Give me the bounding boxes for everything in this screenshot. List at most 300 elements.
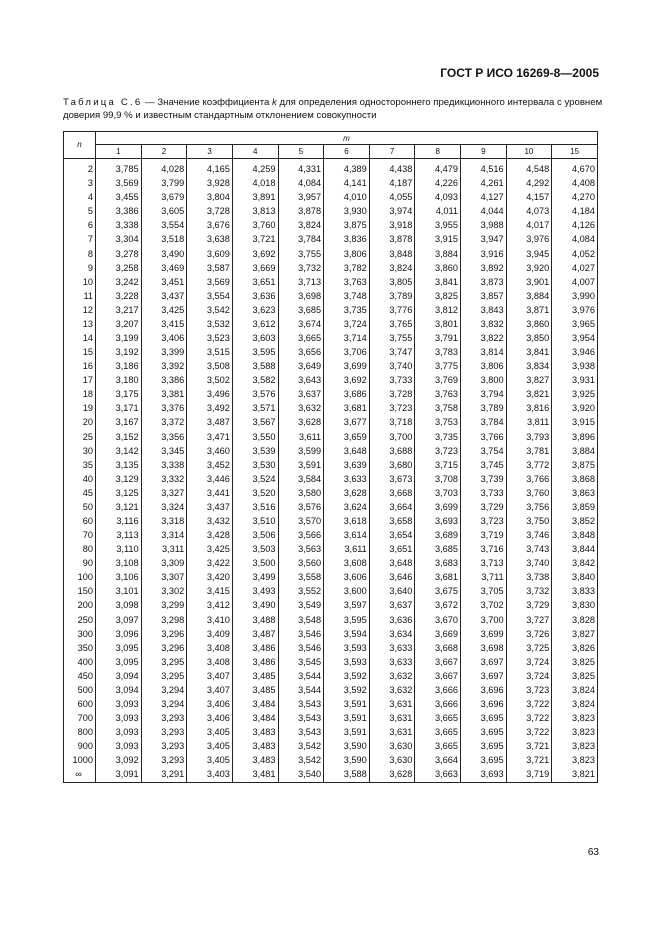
table-cell: 3,129 bbox=[96, 472, 142, 486]
table-cell: 3,487 bbox=[232, 627, 278, 641]
table-cell: 4,516 bbox=[461, 158, 507, 177]
table-cell: 3,755 bbox=[369, 331, 415, 345]
table-cell: 3,542 bbox=[278, 754, 324, 768]
table-cell: 3,799 bbox=[141, 177, 187, 191]
table-row bbox=[64, 205, 598, 219]
table-cell: 3,294 bbox=[141, 697, 187, 711]
table-cell: 3,293 bbox=[141, 726, 187, 740]
row-label-n: 35 bbox=[64, 458, 96, 472]
table-cell: 3,669 bbox=[415, 627, 461, 641]
row-label-n: 100 bbox=[64, 571, 96, 585]
table-cell: 3,437 bbox=[141, 289, 187, 303]
table-cell: 3,108 bbox=[96, 557, 142, 571]
table-cell: 3,125 bbox=[96, 486, 142, 500]
table-cell: 3,714 bbox=[324, 331, 370, 345]
table-cell: 3,171 bbox=[96, 402, 142, 416]
table-cell: 3,618 bbox=[324, 514, 370, 528]
table-cell: 3,976 bbox=[506, 233, 552, 247]
table-cell: 3,634 bbox=[369, 627, 415, 641]
table-cell: 3,406 bbox=[187, 697, 233, 711]
table-cell: 3,510 bbox=[232, 514, 278, 528]
table-cell: 3,540 bbox=[278, 768, 324, 783]
table-cell: 3,376 bbox=[141, 402, 187, 416]
table-cell: 3,683 bbox=[415, 557, 461, 571]
table-cell: 3,356 bbox=[141, 430, 187, 444]
table-cell: 3,695 bbox=[461, 740, 507, 754]
table-cell: 3,628 bbox=[278, 416, 324, 430]
table-cell: 4,073 bbox=[506, 205, 552, 219]
table-cell: 3,760 bbox=[232, 219, 278, 233]
table-cell: 3,637 bbox=[369, 599, 415, 613]
table-cell: 4,141 bbox=[324, 177, 370, 191]
table-cell: 3,946 bbox=[552, 346, 598, 360]
table-cell: 3,746 bbox=[506, 529, 552, 543]
column-header: 10 bbox=[506, 145, 552, 159]
table-cell: 3,403 bbox=[187, 768, 233, 783]
table-cell: 3,567 bbox=[232, 416, 278, 430]
table-cell: 3,692 bbox=[324, 374, 370, 388]
row-label-n: 2 bbox=[64, 158, 96, 177]
table-cell: 3,600 bbox=[324, 585, 370, 599]
table-cell: 3,569 bbox=[187, 275, 233, 289]
table-cell: 3,706 bbox=[324, 346, 370, 360]
table-cell: 3,490 bbox=[141, 247, 187, 261]
table-row bbox=[64, 754, 598, 768]
table-cell: 3,666 bbox=[415, 683, 461, 697]
table-cell: 3,738 bbox=[506, 571, 552, 585]
row-label-n: 50 bbox=[64, 500, 96, 514]
table-cell: 3,728 bbox=[187, 205, 233, 219]
table-cell: 3,293 bbox=[141, 754, 187, 768]
row-label-n: 13 bbox=[64, 317, 96, 331]
table-cell: 3,860 bbox=[415, 261, 461, 275]
table-cell: 3,733 bbox=[369, 374, 415, 388]
table-cell: 3,628 bbox=[369, 768, 415, 783]
table-cell: 3,685 bbox=[278, 303, 324, 317]
table-cell: 3,769 bbox=[415, 374, 461, 388]
table-cell: 3,180 bbox=[96, 374, 142, 388]
table-cell: 3,386 bbox=[96, 205, 142, 219]
table-cell: 3,415 bbox=[187, 585, 233, 599]
table-cell: 3,606 bbox=[324, 571, 370, 585]
table-cell: 3,668 bbox=[415, 641, 461, 655]
table-cell: 3,821 bbox=[552, 768, 598, 783]
table-cell: 4,084 bbox=[552, 233, 598, 247]
table-cell: 3,825 bbox=[552, 669, 598, 683]
table-cell: 3,765 bbox=[369, 317, 415, 331]
table-cell: 3,713 bbox=[278, 275, 324, 289]
table-cell: 3,503 bbox=[232, 543, 278, 557]
table-cell: 3,735 bbox=[324, 303, 370, 317]
table-cell: 3,135 bbox=[96, 458, 142, 472]
table-cell: 3,776 bbox=[369, 303, 415, 317]
table-cell: 3,106 bbox=[96, 571, 142, 585]
row-label-n: 18 bbox=[64, 388, 96, 402]
table-cell: 3,920 bbox=[552, 402, 598, 416]
table-row bbox=[64, 261, 598, 275]
table-cell: 3,091 bbox=[96, 768, 142, 783]
table-cell: 3,695 bbox=[461, 754, 507, 768]
table-cell: 3,784 bbox=[278, 233, 324, 247]
table-cell: 3,884 bbox=[552, 444, 598, 458]
table-cell: 3,782 bbox=[324, 261, 370, 275]
table-cell: 3,823 bbox=[552, 740, 598, 754]
table-row bbox=[64, 726, 598, 740]
table-cell: 3,825 bbox=[552, 655, 598, 669]
table-cell: 3,406 bbox=[187, 712, 233, 726]
row-label-n: 25 bbox=[64, 430, 96, 444]
document-code: ГОСТ Р ИСО 16269-8—2005 bbox=[440, 66, 599, 80]
table-cell: 3,405 bbox=[187, 740, 233, 754]
table-cell: 3,484 bbox=[232, 697, 278, 711]
table-cell: 3,093 bbox=[96, 712, 142, 726]
table-row bbox=[64, 599, 598, 613]
table-cell: 4,259 bbox=[232, 158, 278, 177]
table-cell: 3,309 bbox=[141, 557, 187, 571]
table-cell: 3,745 bbox=[461, 458, 507, 472]
table-cell: 3,708 bbox=[415, 472, 461, 486]
table-cell: 3,695 bbox=[461, 726, 507, 740]
table-cell: 3,483 bbox=[232, 726, 278, 740]
table-cell: 3,702 bbox=[461, 599, 507, 613]
table-cell: 3,258 bbox=[96, 261, 142, 275]
table-row bbox=[64, 571, 598, 585]
table-cell: 3,633 bbox=[369, 641, 415, 655]
table-cell: 3,095 bbox=[96, 655, 142, 669]
table-cell: 3,735 bbox=[415, 430, 461, 444]
table-cell: 3,639 bbox=[324, 458, 370, 472]
table-cell: 3,592 bbox=[324, 683, 370, 697]
row-label-n: 4 bbox=[64, 191, 96, 205]
table-row bbox=[64, 500, 598, 514]
column-header: 1 bbox=[96, 145, 142, 159]
row-label-n: 450 bbox=[64, 669, 96, 683]
table-cell: 3,703 bbox=[415, 486, 461, 500]
table-body bbox=[64, 158, 598, 782]
table-cell: 3,824 bbox=[369, 261, 415, 275]
table-cell: 4,052 bbox=[552, 247, 598, 261]
table-cell: 3,485 bbox=[232, 683, 278, 697]
row-label-n: 15 bbox=[64, 346, 96, 360]
table-cell: 3,483 bbox=[232, 754, 278, 768]
table-cell: 3,092 bbox=[96, 754, 142, 768]
table-cell: 3,571 bbox=[232, 402, 278, 416]
table-cell: 3,651 bbox=[369, 543, 415, 557]
table-cell: 3,673 bbox=[369, 472, 415, 486]
table-cell: 3,094 bbox=[96, 683, 142, 697]
table-cell: 3,722 bbox=[506, 712, 552, 726]
table-cell: 3,332 bbox=[141, 472, 187, 486]
table-cell: 3,554 bbox=[141, 219, 187, 233]
table-cell: 3,338 bbox=[141, 458, 187, 472]
table-cell: 3,814 bbox=[461, 346, 507, 360]
table-cell: 3,823 bbox=[552, 754, 598, 768]
table-cell: 3,789 bbox=[461, 402, 507, 416]
table-cell: 3,605 bbox=[141, 205, 187, 219]
table-cell: 3,451 bbox=[141, 275, 187, 289]
table-cell: 3,614 bbox=[324, 529, 370, 543]
table-cell: 3,667 bbox=[415, 655, 461, 669]
table-cell: 3,542 bbox=[278, 740, 324, 754]
table-cell: 3,664 bbox=[369, 500, 415, 514]
table-cell: 3,595 bbox=[232, 346, 278, 360]
row-label-n: 8 bbox=[64, 247, 96, 261]
table-cell: 3,848 bbox=[552, 529, 598, 543]
table-cell: 3,925 bbox=[552, 388, 598, 402]
table-cell: 4,187 bbox=[369, 177, 415, 191]
table-row bbox=[64, 360, 598, 374]
table-row bbox=[64, 444, 598, 458]
table-cell: 3,566 bbox=[278, 529, 324, 543]
row-label-n: 500 bbox=[64, 683, 96, 697]
table-cell: 3,544 bbox=[278, 683, 324, 697]
table-cell: 3,812 bbox=[415, 303, 461, 317]
table-cell: 3,828 bbox=[552, 613, 598, 627]
row-label-n: 250 bbox=[64, 613, 96, 627]
table-cell: 3,836 bbox=[324, 233, 370, 247]
table-row bbox=[64, 303, 598, 317]
table-cell: 3,631 bbox=[369, 712, 415, 726]
table-cell: 3,816 bbox=[506, 402, 552, 416]
table-row bbox=[64, 158, 598, 177]
table-cell: 3,931 bbox=[552, 374, 598, 388]
table-cell: 3,121 bbox=[96, 500, 142, 514]
table-cell: 3,666 bbox=[415, 697, 461, 711]
table-row bbox=[64, 472, 598, 486]
table-cell: 4,084 bbox=[278, 177, 324, 191]
table-cell: 4,055 bbox=[369, 191, 415, 205]
table-cell: 4,479 bbox=[415, 158, 461, 177]
table-cell: 3,633 bbox=[369, 655, 415, 669]
table-cell: 4,408 bbox=[552, 177, 598, 191]
column-header: 7 bbox=[369, 145, 415, 159]
table-cell: 3,748 bbox=[324, 289, 370, 303]
row-label-n: 900 bbox=[64, 740, 96, 754]
table-cell: 3,207 bbox=[96, 317, 142, 331]
table-cell: 3,672 bbox=[415, 599, 461, 613]
table-row bbox=[64, 289, 598, 303]
table-cell: 3,832 bbox=[461, 317, 507, 331]
table-cell: 3,840 bbox=[552, 571, 598, 585]
table-cell: 3,766 bbox=[461, 430, 507, 444]
table-cell: 3,314 bbox=[141, 529, 187, 543]
column-group-header-m: m bbox=[96, 132, 598, 145]
table-cell: 3,298 bbox=[141, 613, 187, 627]
table-cell: 3,324 bbox=[141, 500, 187, 514]
table-cell: 3,863 bbox=[552, 486, 598, 500]
table-cell: 3,437 bbox=[187, 500, 233, 514]
table-cell: 3,822 bbox=[461, 331, 507, 345]
table-cell: 3,110 bbox=[96, 543, 142, 557]
table-cell: 3,543 bbox=[278, 726, 324, 740]
table-cell: 3,532 bbox=[187, 317, 233, 331]
table-cell: 3,658 bbox=[369, 514, 415, 528]
table-cell: 3,599 bbox=[278, 444, 324, 458]
table-cell: 3,699 bbox=[461, 627, 507, 641]
table-cell: 3,307 bbox=[141, 571, 187, 585]
table-cell: 3,563 bbox=[278, 543, 324, 557]
caption-lead: Таблица С.6 bbox=[63, 97, 143, 108]
table-cell: 3,740 bbox=[369, 360, 415, 374]
table-cell: 3,405 bbox=[187, 754, 233, 768]
table-cell: 3,915 bbox=[415, 233, 461, 247]
table-cell: 3,523 bbox=[187, 331, 233, 345]
table-cell: 3,632 bbox=[278, 402, 324, 416]
table-cell: 3,725 bbox=[506, 641, 552, 655]
table-cell: 3,584 bbox=[278, 472, 324, 486]
table-row bbox=[64, 430, 598, 444]
table-cell: 3,775 bbox=[415, 360, 461, 374]
table-cell: 3,542 bbox=[187, 303, 233, 317]
table-cell: 3,724 bbox=[324, 317, 370, 331]
row-label-n: 7 bbox=[64, 233, 96, 247]
table-cell: 3,723 bbox=[369, 402, 415, 416]
table-cell: 3,850 bbox=[506, 331, 552, 345]
table-cell: 3,590 bbox=[324, 754, 370, 768]
table-cell: 3,408 bbox=[187, 655, 233, 669]
table-cell: 3,175 bbox=[96, 388, 142, 402]
row-label-n: 17 bbox=[64, 374, 96, 388]
table-cell: 3,693 bbox=[415, 514, 461, 528]
row-label-n: 90 bbox=[64, 557, 96, 571]
table-cell: 4,670 bbox=[552, 158, 598, 177]
table-cell: 3,729 bbox=[506, 599, 552, 613]
table-row bbox=[64, 247, 598, 261]
table-cell: 3,955 bbox=[415, 219, 461, 233]
table-cell: 3,591 bbox=[278, 458, 324, 472]
row-label-n: 20 bbox=[64, 416, 96, 430]
table-cell: 3,493 bbox=[232, 585, 278, 599]
row-label-n: 6 bbox=[64, 219, 96, 233]
table-cell: 3,766 bbox=[506, 472, 552, 486]
table-header-row bbox=[64, 132, 598, 145]
table-cell: 3,677 bbox=[324, 416, 370, 430]
table-cell: 3,679 bbox=[141, 191, 187, 205]
table-cell: 3,591 bbox=[324, 712, 370, 726]
table-row bbox=[64, 740, 598, 754]
table-cell: 3,611 bbox=[278, 430, 324, 444]
table-cell: 3,488 bbox=[232, 613, 278, 627]
table-cell: 3,827 bbox=[552, 627, 598, 641]
table-cell: 3,800 bbox=[461, 374, 507, 388]
table-cell: 3,587 bbox=[187, 261, 233, 275]
table-cell: 3,938 bbox=[552, 360, 598, 374]
table-cell: 3,116 bbox=[96, 514, 142, 528]
table-cell: 3,460 bbox=[187, 444, 233, 458]
table-cell: 3,603 bbox=[232, 331, 278, 345]
table-cell: 3,624 bbox=[324, 500, 370, 514]
table-cell: 3,667 bbox=[415, 669, 461, 683]
table-row bbox=[64, 627, 598, 641]
table-cell: 3,916 bbox=[461, 247, 507, 261]
table-cell: 3,676 bbox=[187, 219, 233, 233]
table-cell: 3,502 bbox=[187, 374, 233, 388]
table-cell: 3,425 bbox=[141, 303, 187, 317]
table-cell: 3,901 bbox=[506, 275, 552, 289]
table-cell: 3,406 bbox=[141, 331, 187, 345]
table-cell: 3,296 bbox=[141, 641, 187, 655]
table-cell: 3,781 bbox=[506, 444, 552, 458]
table-cell: 4,270 bbox=[552, 191, 598, 205]
table-cell: 3,242 bbox=[96, 275, 142, 289]
row-label-n: 30 bbox=[64, 444, 96, 458]
row-label-n: 45 bbox=[64, 486, 96, 500]
table-cell: 3,695 bbox=[461, 712, 507, 726]
table-cell: 3,747 bbox=[369, 346, 415, 360]
table-cell: 3,794 bbox=[461, 388, 507, 402]
table-cell: 3,821 bbox=[506, 388, 552, 402]
table-cell: 3,546 bbox=[278, 641, 324, 655]
table-cell: 4,261 bbox=[461, 177, 507, 191]
table-cell: 3,452 bbox=[187, 458, 233, 472]
table-cell: 3,592 bbox=[324, 669, 370, 683]
table-cell: 3,405 bbox=[187, 726, 233, 740]
table-cell: 3,412 bbox=[187, 599, 233, 613]
row-label-n: 5 bbox=[64, 205, 96, 219]
table-cell: 3,884 bbox=[506, 289, 552, 303]
table-cell: 3,696 bbox=[461, 697, 507, 711]
table-cell: 3,689 bbox=[415, 529, 461, 543]
row-label-n: 16 bbox=[64, 360, 96, 374]
table-cell: 4,093 bbox=[415, 191, 461, 205]
table-row bbox=[64, 529, 598, 543]
table-cell: 4,548 bbox=[506, 158, 552, 177]
table-cell: 3,515 bbox=[187, 346, 233, 360]
table-cell: 3,611 bbox=[324, 543, 370, 557]
table-cell: 3,784 bbox=[461, 416, 507, 430]
table-cell: 3,722 bbox=[506, 697, 552, 711]
table-cell: 3,732 bbox=[278, 261, 324, 275]
table-cell: 3,723 bbox=[415, 444, 461, 458]
table-cell: 3,278 bbox=[96, 247, 142, 261]
table-cell: 3,823 bbox=[552, 726, 598, 740]
table-cell: 3,719 bbox=[461, 529, 507, 543]
table-cell: 3,623 bbox=[232, 303, 278, 317]
table-cell: 3,723 bbox=[506, 683, 552, 697]
row-label-n: 150 bbox=[64, 585, 96, 599]
table-cell: 3,631 bbox=[369, 697, 415, 711]
table-cell: 3,842 bbox=[552, 557, 598, 571]
table-cell: 3,552 bbox=[278, 585, 324, 599]
table-cell: 3,711 bbox=[461, 571, 507, 585]
table-cell: 3,873 bbox=[461, 275, 507, 289]
page-number: 63 bbox=[587, 847, 599, 858]
table-cell: 3,409 bbox=[187, 627, 233, 641]
table-cell: 3,669 bbox=[232, 261, 278, 275]
table-cell: 3,663 bbox=[415, 768, 461, 783]
table-row bbox=[64, 219, 598, 233]
table-row bbox=[64, 402, 598, 416]
table-cell: 3,974 bbox=[369, 205, 415, 219]
row-label-n: 14 bbox=[64, 331, 96, 345]
table-cell: 3,095 bbox=[96, 641, 142, 655]
table-cell: 4,010 bbox=[324, 191, 370, 205]
table-cell: 3,750 bbox=[506, 514, 552, 528]
table-cell: 3,594 bbox=[324, 627, 370, 641]
coefficient-table bbox=[63, 131, 598, 783]
column-header: 2 bbox=[141, 145, 187, 159]
table-cell: 3,295 bbox=[141, 655, 187, 669]
row-label-n: 10 bbox=[64, 275, 96, 289]
table-cell: 3,588 bbox=[324, 768, 370, 783]
table-cell: 3,688 bbox=[369, 444, 415, 458]
table-cell: 3,293 bbox=[141, 740, 187, 754]
column-header: 9 bbox=[461, 145, 507, 159]
table-cell: 3,097 bbox=[96, 613, 142, 627]
table-cell: 3,758 bbox=[415, 402, 461, 416]
table-cell: 3,486 bbox=[232, 655, 278, 669]
table-cell: 3,716 bbox=[461, 543, 507, 557]
